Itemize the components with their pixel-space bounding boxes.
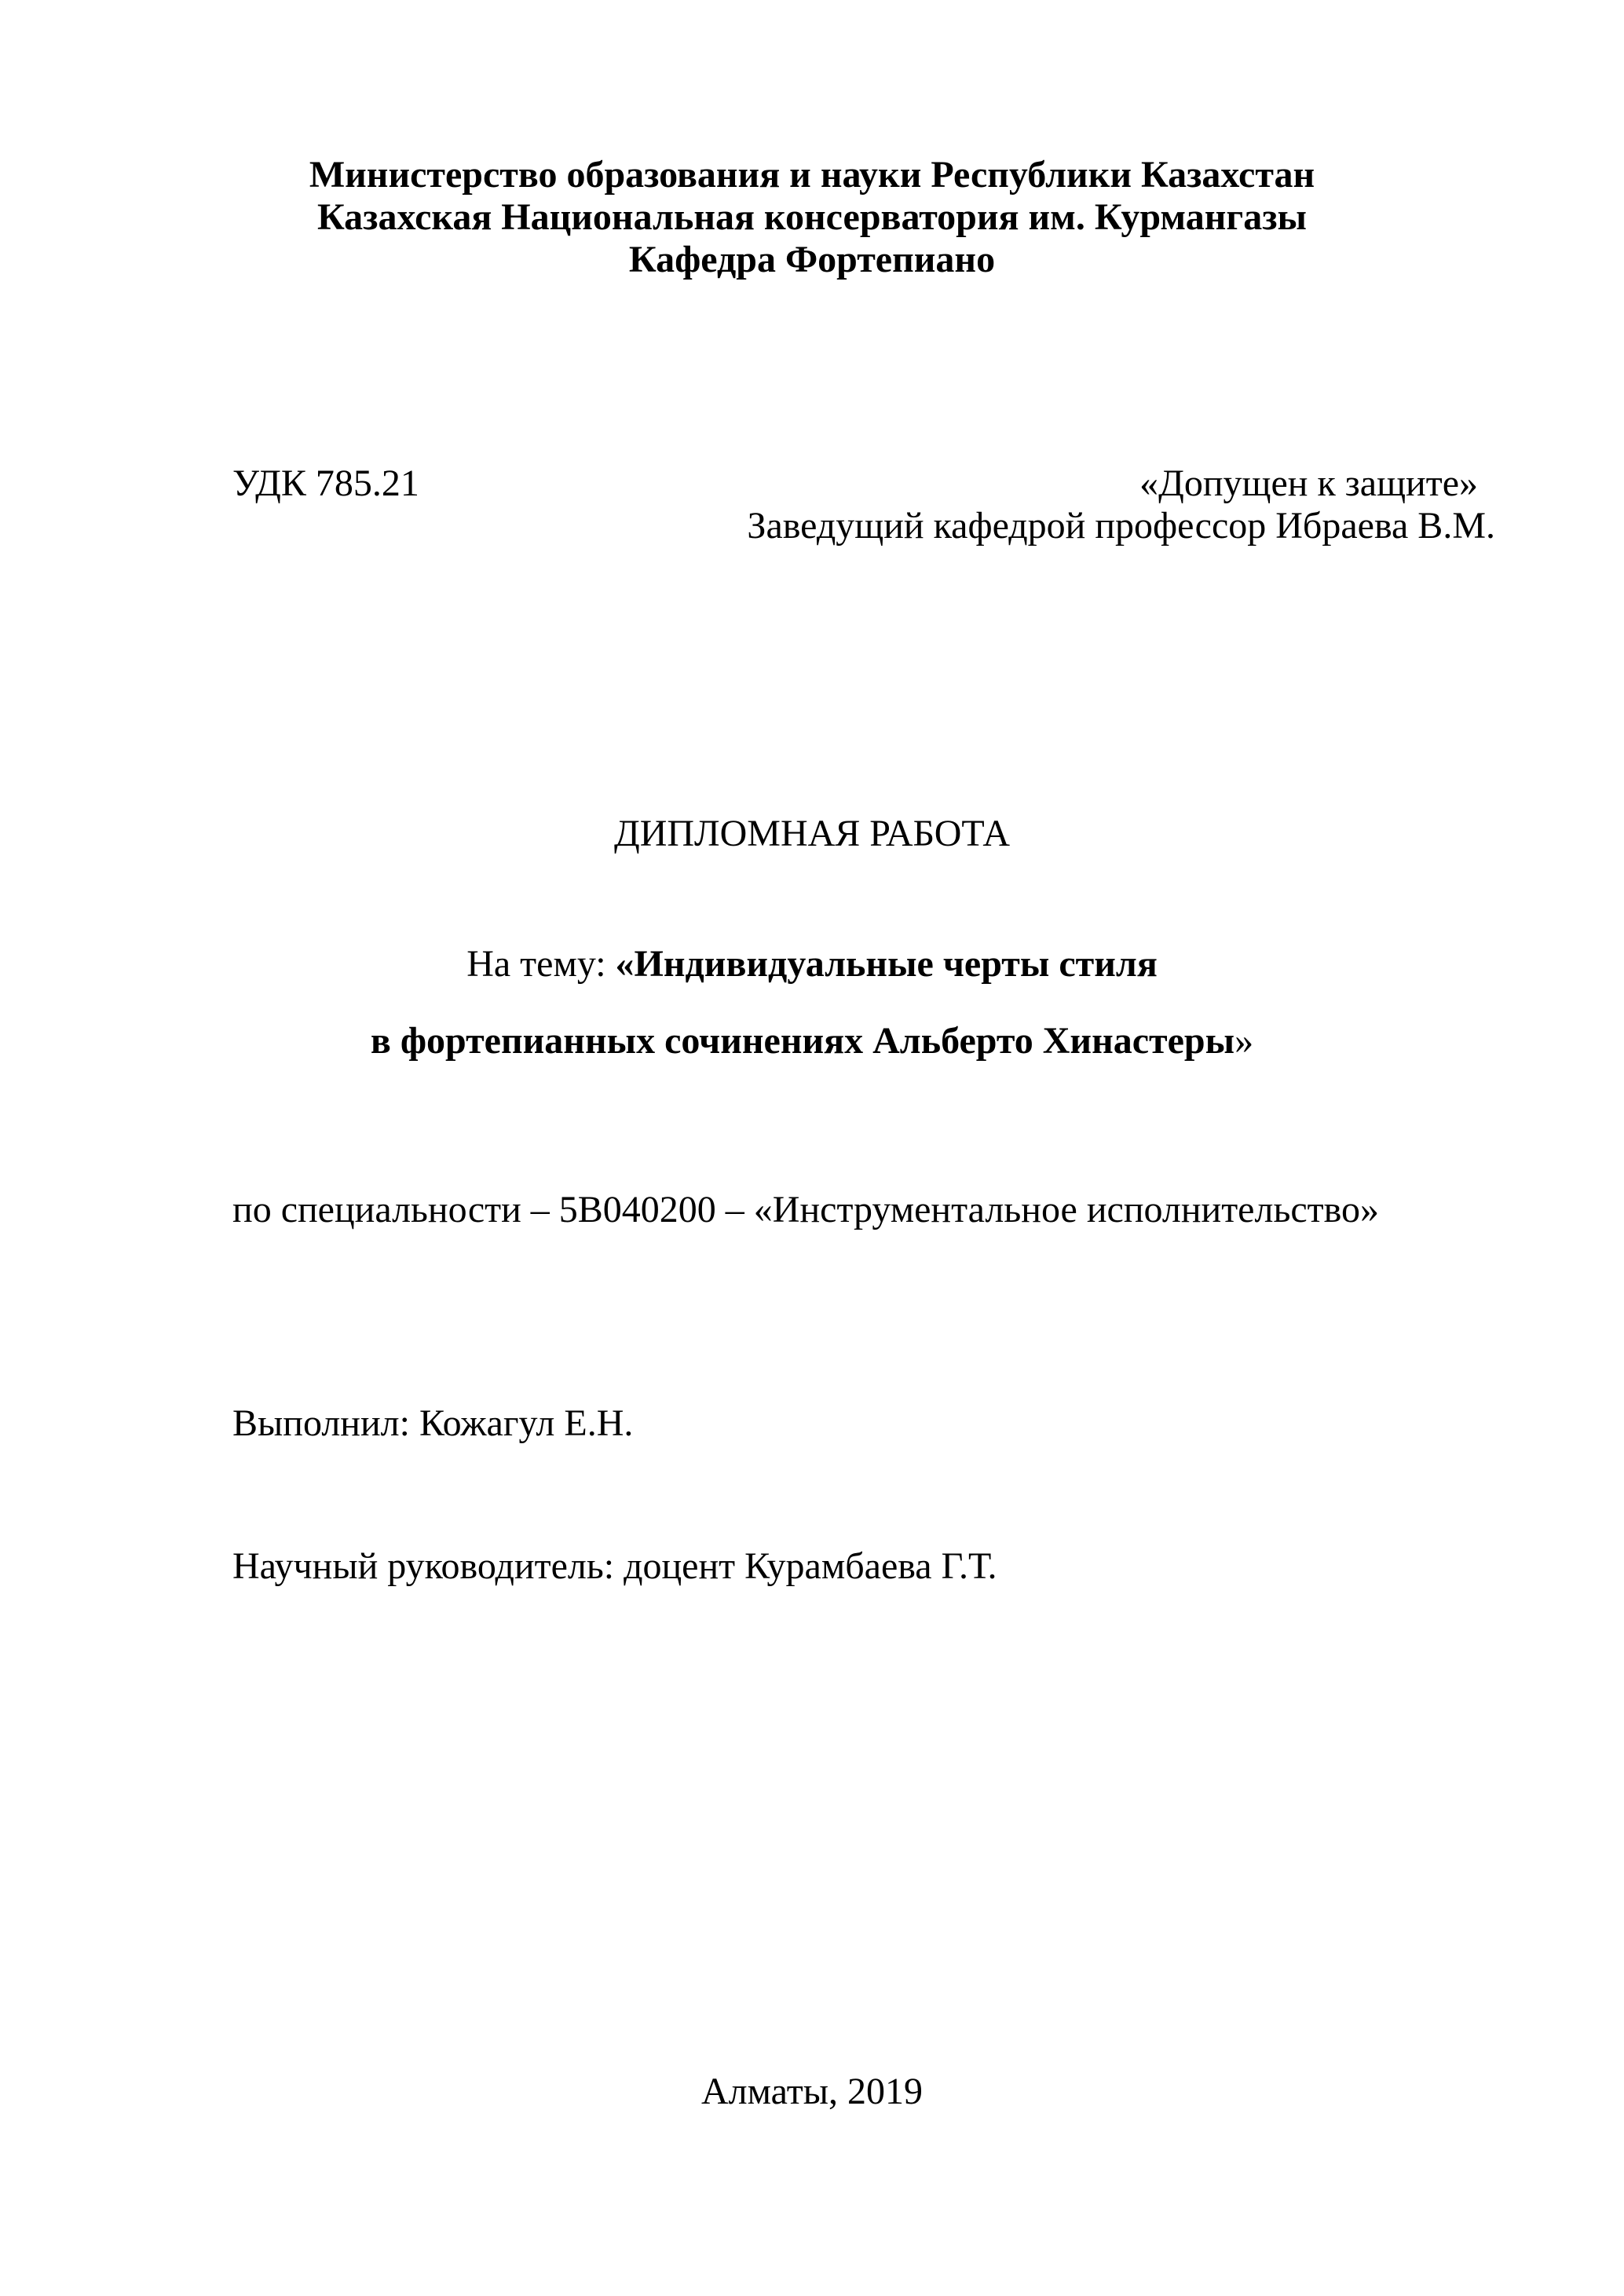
specialty: по специальности – 5В040200 – «Инструментальное исполнительство» — [232, 1189, 1379, 1230]
conservatory-name: Казахская Национальная консерватория им. Курмангазы — [317, 196, 1307, 238]
city-year: Алматы, 2019 — [701, 2071, 923, 2112]
approval-mark: «Допущен к защите» — [1139, 462, 1478, 504]
institution-header — [0, 154, 1624, 281]
supervisor: Научный руководитель: доцент Курамбаева Г.Т. — [232, 1545, 997, 1587]
ministry-name: Министерство образования и науки Республики Казахстан — [309, 154, 1315, 196]
department-name: Кафедра Фортепиано — [628, 239, 996, 280]
head-of-department: Заведущий кафедрой профессор Ибраева В.М. — [747, 505, 1495, 547]
topic-title-part-1: «Индивидуальные черты стиля — [615, 943, 1158, 985]
topic-line-1 — [0, 942, 1624, 986]
topic-line-2 — [0, 1019, 1624, 1063]
topic-title-part-2: в фортепианных сочинениях Альберто Хинастеры — [370, 1020, 1235, 1062]
topic-prefix: На тему: — [466, 943, 616, 985]
document-type: ДИПЛОМНАЯ РАБОТА — [613, 813, 1011, 854]
topic-closing-quote: » — [1234, 1020, 1254, 1062]
author: Выполнил: Кожагул Е.Н. — [232, 1402, 634, 1444]
udk-code: УДК 785.21 — [232, 462, 419, 504]
